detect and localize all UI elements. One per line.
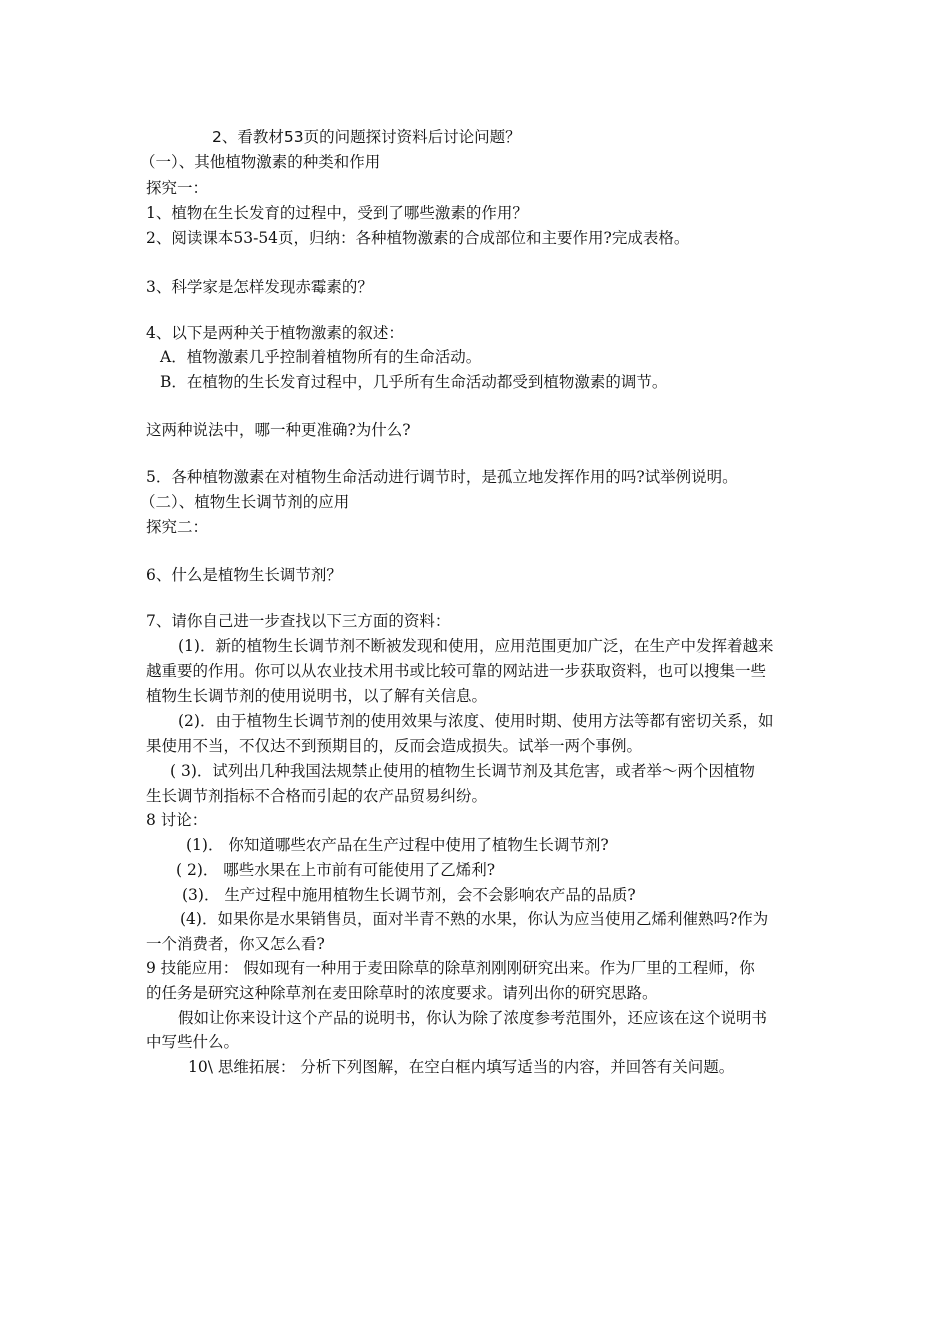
intro-question: 2、看教材53页的问题探讨资料后讨论问题？ (212, 128, 521, 146)
question-4-option-b: B．在植物的生长发育过程中，几乎所有生命活动都受到植物激素的调节。 (160, 373, 668, 391)
question-9-line-1: 9 技能应用： 假如现有一种用于麦田除草的除草剂刚刚研究出来。作为厂里的工程师，你 (146, 959, 755, 977)
question-4: 4、以下是两种关于植物激素的叙述： (146, 324, 404, 342)
question-8: 8 讨论： (146, 811, 208, 829)
question-6: 6、什么是植物生长调节剂？ (146, 566, 342, 584)
question-7-item-1-line-3: 植物生长调节剂的使用说明书，以了解有关信息。 (146, 687, 488, 705)
question-8-item-2: ( 2)． 哪些水果在上市前有可能使用了乙烯利? (176, 861, 496, 879)
question-8-item-1: (1)． 你知道哪些农产品在生产过程中使用了植物生长调节剂? (186, 836, 609, 854)
question-4-option-a: A．植物激素几乎控制着植物所有的生命活动。 (160, 348, 482, 366)
question-5: 5．各种植物激素在对植物生命活动进行调节时，是孤立地发挥作用的吗?试举例说明。 (146, 468, 738, 486)
question-4-ask: 这两种说法中，哪一种更准确?为什么? (146, 421, 411, 439)
question-7: 7、请你自己进一步查找以下三方面的资料： (146, 612, 451, 630)
question-8-item-4-line-1: (4)．如果你是水果销售员，面对半青不熟的水果，你认为应当使用乙烯利催熟吗?作为 (180, 910, 769, 928)
question-7-item-2-line-2: 果使用不当，不仅达不到预期目的，反而会造成损失。试举一两个事例。 (146, 737, 643, 755)
question-9-line-3: 假如让你来设计这个产品的说明书，你认为除了浓度参考范围外，还应该在这个说明书 (178, 1009, 768, 1027)
question-10: 10\ 思维拓展： 分析下列图解，在空白框内填写适当的内容，并回答有关问题。 (188, 1058, 735, 1076)
section-title-2: （二）、植物生长调节剂的应用 (140, 493, 350, 511)
question-2: 2、阅读课本53-54页，归纳：各种植物激素的合成部位和主要作用?完成表格。 (146, 229, 690, 247)
section-title-1: （一）、其他植物激素的种类和作用 (140, 153, 381, 171)
question-9-line-2: 的任务是研究这种除草剂在麦田除草时的浓度要求。请列出你的研究思路。 (146, 984, 658, 1002)
question-7-item-1-line-1: (1)．新的植物生长调节剂不断被发现和使用，应用范围更加广泛，在生产中发挥着越来 (178, 637, 774, 655)
explore-heading-1: 探究一： (146, 179, 209, 197)
explore-heading-2: 探究二： (146, 518, 209, 536)
question-7-item-1-line-2: 越重要的作用。你可以从农业技术用书或比较可靠的网站进一步获取资料，也可以搜集一些 (146, 662, 767, 680)
question-8-item-3: (3)． 生产过程中施用植物生长调节剂，会不会影响农产品的品质? (182, 886, 636, 904)
question-3: 3、科学家是怎样发现赤霉素的？ (146, 278, 373, 296)
question-9-line-4: 中写些什么。 (146, 1033, 240, 1051)
question-7-item-3-line-1: ( 3)．试列出几种我国法规禁止使用的植物生长调节剂及其危害，或者举～两个因植物 (170, 762, 755, 780)
question-7-item-3-line-2: 生长调节剂指标不合格而引起的农产品贸易纠纷。 (146, 787, 488, 805)
question-1: 1、植物在生长发育的过程中，受到了哪些激素的作用？ (146, 204, 528, 222)
question-7-item-2-line-1: (2)．由于植物生长调节剂的使用效果与浓度、使用时期、使用方法等都有密切关系，如 (178, 712, 774, 730)
question-8-item-4-line-2: 一个消费者，你又怎么看? (146, 935, 325, 953)
